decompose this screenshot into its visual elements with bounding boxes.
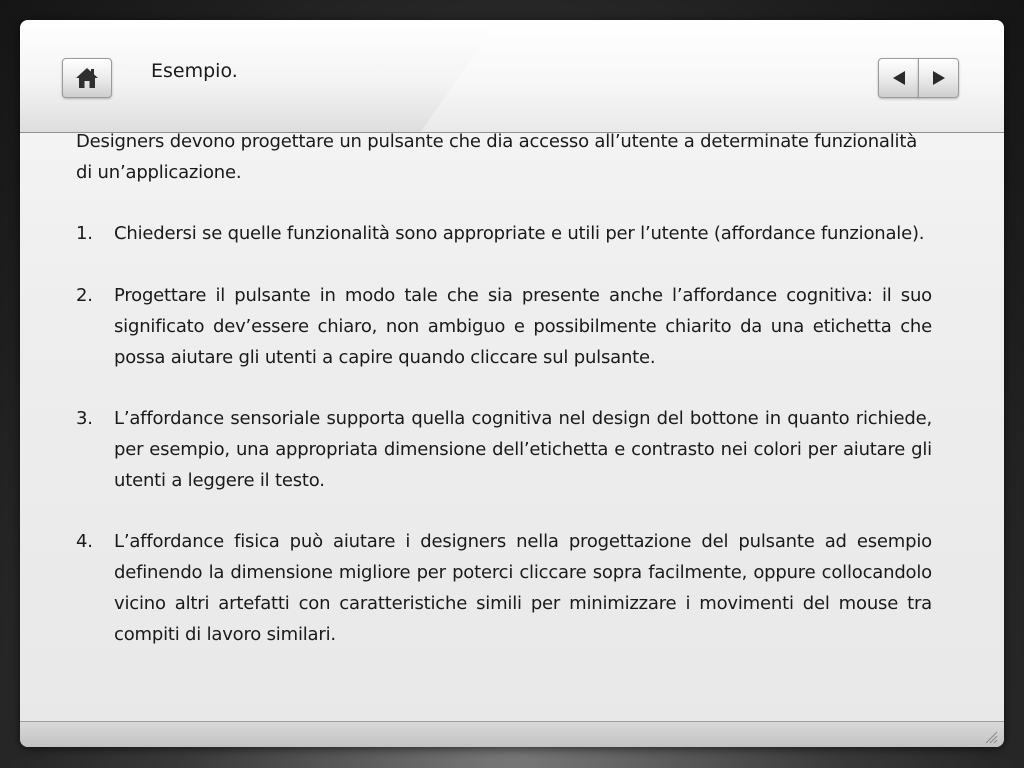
slide-footer bbox=[20, 721, 1004, 747]
list-item-number: 3. bbox=[76, 408, 93, 430]
home-icon bbox=[75, 67, 99, 89]
list-item-number: 1. bbox=[76, 223, 93, 245]
list-item bbox=[76, 404, 932, 496]
slide-window bbox=[20, 20, 1004, 747]
slide-title: Esempio. bbox=[151, 60, 238, 82]
home-button[interactable] bbox=[62, 58, 112, 98]
slide-header bbox=[20, 20, 1004, 133]
list-item-text: Progettare il pulsante in modo tale che sia presente anche l’affordance cognitiva: il suo significato dev’essere chiaro, non ambiguo e possibilmente chiarito da una etichetta che possa aiutare gli utenti a capire quando cliccare sul pulsante. bbox=[114, 284, 932, 368]
list-item-number: 2. bbox=[76, 284, 93, 306]
resize-grip-icon[interactable] bbox=[984, 730, 998, 744]
list-item bbox=[76, 219, 932, 250]
intro-paragraph: Designers devono progettare un pulsante che dia accesso all’utente a determinate funzionalità di un’applicazione. bbox=[76, 131, 918, 183]
list-item-text: L’affordance fisica può aiutare i designers nella progettazione del pulsante ad esempio definendo la dimensione migliore per poterci cliccare sopra facilmente, oppure collocandolo vicino altri artefatti con caratteristiche simili per minimizzare i movimenti del mouse tra compiti di lavoro similari. bbox=[114, 531, 932, 645]
list-item-text: Chiedersi se quelle funzionalità sono appropriate e utili per l’utente (affordance funzionale). bbox=[114, 223, 925, 245]
list-item-text: L’affordance sensoriale supporta quella cognitiva nel design del bottone in quanto richiede, per esempio, una appropriata dimensione dell’etichetta e contrasto nei colori per aiutare gli utenti a leggere il testo. bbox=[114, 408, 932, 491]
previous-slide-button[interactable] bbox=[878, 58, 919, 98]
triangle-right-icon bbox=[930, 69, 948, 87]
list-item bbox=[76, 527, 932, 650]
list-item bbox=[76, 281, 932, 373]
next-slide-button[interactable] bbox=[918, 58, 959, 98]
triangle-left-icon bbox=[890, 69, 908, 87]
slide-content bbox=[76, 127, 932, 727]
list-item-number: 4. bbox=[76, 531, 93, 553]
